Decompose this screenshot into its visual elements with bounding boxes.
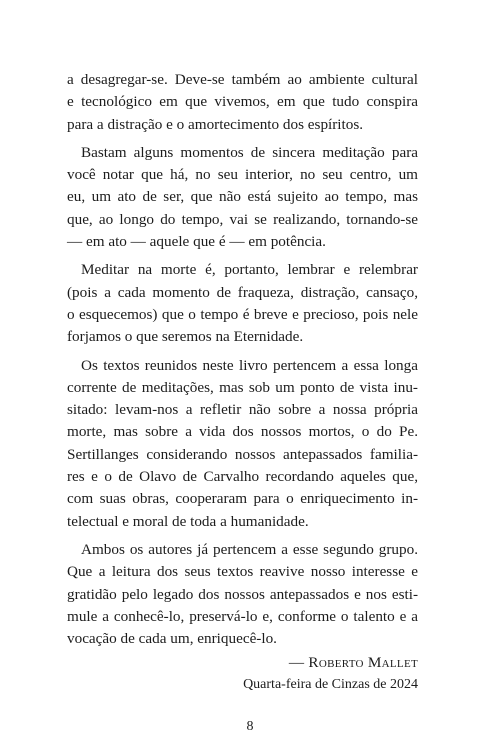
signature-date: Quarta-feira de Cinzas de 2024	[243, 677, 418, 692]
paragraph-4	[67, 355, 418, 533]
text-line: mule a conhecê-lo, preservá-lo e, conforme o talento e a	[67, 607, 418, 625]
text-line: Os textos reunidos neste livro pertencem a essa longa	[81, 356, 418, 374]
text-line: o esquecemos) que o tempo é breve e precioso, pois nele	[67, 305, 418, 323]
text-line: gratidão pelo legado dos nossos antepassados e nos esti-	[67, 585, 418, 603]
paragraph-5	[67, 539, 418, 650]
text-line: que, ao longo do tempo, vai se realizando, tornando-se	[67, 210, 418, 228]
text-line: eu, um ato de ser, que não está sujeito ao tempo, mas	[67, 188, 418, 206]
text-line: (pois a cada momento de fraqueza, distração, cansaço,	[67, 283, 418, 301]
text-line: Meditar na morte é, portanto, lembrar e relembrar	[81, 261, 418, 279]
page-number: 8	[246, 719, 254, 734]
text-line: para a distração e o amortecimento dos espíritos.	[67, 115, 364, 133]
text-line: Que a leitura dos seus textos reavive nosso interesse e	[67, 563, 418, 581]
text-line: res e o de Olavo de Carvalho recordando aqueles que,	[67, 468, 418, 486]
text-line: você notar que há, no seu interior, no seu centro, um	[67, 166, 418, 184]
text-line: vocação de cada um, enriquecê-lo.	[67, 630, 277, 648]
text-line: morte, mas sobre a vida dos nossos mortos, o do Pe.	[67, 423, 418, 441]
text-line: corrente de meditações, mas sob um ponto de vista inu-	[67, 378, 418, 396]
text-line: forjamos o que seremos na Eternidade.	[67, 328, 304, 346]
text-line: telectual e moral de toda a humanidade.	[67, 512, 309, 530]
author-signature: — Roberto Mallet	[288, 654, 418, 671]
page-body	[67, 69, 418, 656]
paragraph-3	[67, 259, 418, 348]
signature-block	[243, 652, 418, 696]
paragraph-2	[67, 142, 418, 253]
text-line: Sertillanges considerando nossos antepassados familia-	[67, 445, 418, 463]
paragraph-1	[67, 69, 418, 136]
text-line: Ambos os autores já pertencem a esse segundo grupo.	[81, 540, 418, 558]
text-line: sitado: levam-nos a refletir não sobre a nossa própria	[67, 401, 418, 419]
text-line: a desagregar-se. Deve-se também ao ambiente cultural	[67, 71, 418, 88]
text-line: Bastam alguns momentos de sincera meditação para	[81, 143, 418, 161]
text-line: com suas obras, cooperaram para o enriquecimento in-	[67, 490, 418, 508]
text-line: — em ato — aquele que é — em potência.	[67, 233, 326, 251]
text-line: e tecnológico em que vivemos, em que tudo conspira	[67, 93, 418, 111]
